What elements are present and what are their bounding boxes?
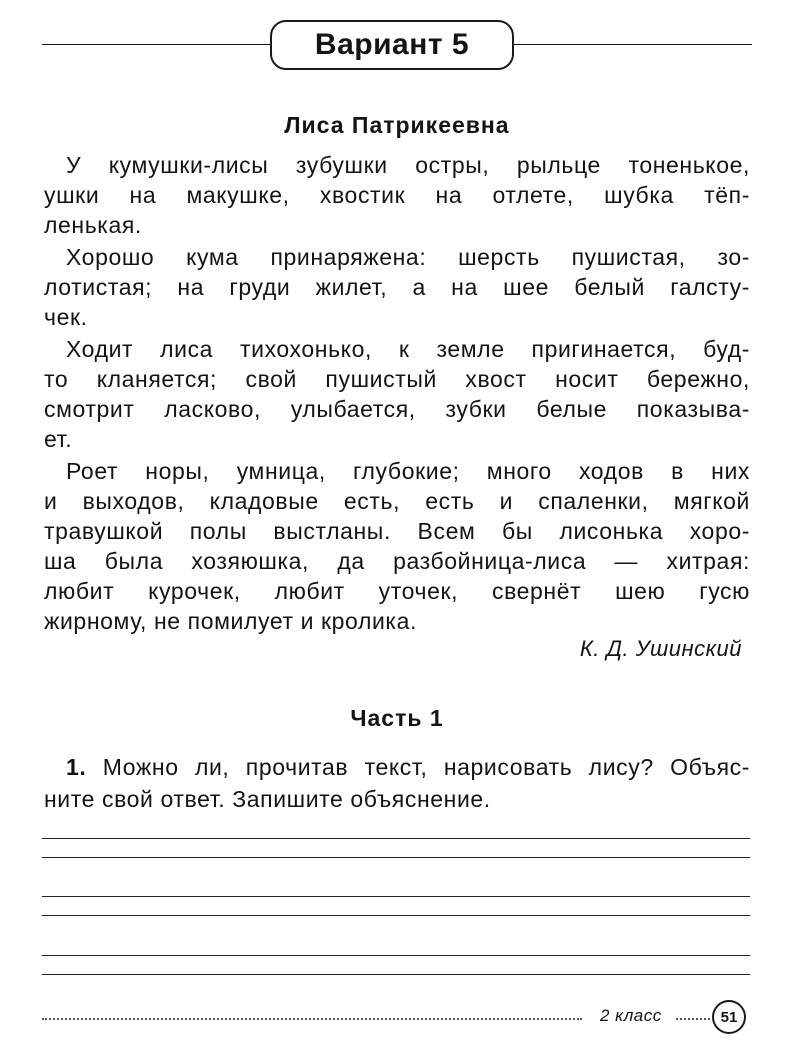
- story-line: жирному, не помилует и кролика.: [44, 608, 417, 634]
- story-line: травушкой полы выстланы. Всем бы лисонька хоро-: [44, 518, 750, 544]
- story-line: смотрит ласково, улыбается, зубки белые показыва-: [44, 396, 750, 422]
- story-line: ушки на макушке, хвостик на отлете, шубка тёп-: [44, 182, 750, 208]
- story-line: У кумушки-лисы зубушки остры, рыльце тоненькое,: [66, 152, 750, 178]
- story-line: Ходит лиса тихохонько, к земле пригинается, буд-: [66, 336, 750, 362]
- answer-line[interactable]: [42, 857, 750, 858]
- story-author: К. Д. Ушинский: [579, 636, 742, 661]
- question-number: 1.: [66, 754, 87, 780]
- story-line: ленькая.: [44, 212, 142, 238]
- story-line: Роет норы, умница, глубокие; много ходов в них: [66, 458, 750, 484]
- story-line: ет.: [44, 426, 73, 452]
- header-rule-left: [42, 44, 270, 45]
- part-title: Часть 1: [350, 705, 444, 731]
- answer-line[interactable]: [42, 955, 750, 956]
- footer-dotted-rule-right: [676, 1018, 710, 1020]
- footer-dotted-rule-left: [42, 1018, 582, 1020]
- question-text: Можно ли, прочитав текст, нарисовать лису? Объяс-: [102, 754, 750, 780]
- header-rule-right: [514, 44, 752, 45]
- page-number: 51: [712, 1000, 746, 1034]
- story-title: Лиса Патрикеевна: [284, 112, 510, 138]
- variant-heading: Вариант 5: [270, 20, 514, 70]
- story-line: то кланяется; свой пушистый хвост носит бережно,: [44, 366, 750, 392]
- story-line: чек.: [44, 304, 88, 330]
- story-line: любит курочек, любит уточек, свернёт шею гусю: [44, 578, 750, 604]
- story-line: и выходов, кладовые есть, есть и спаленки, мягкой: [44, 488, 750, 514]
- story-line: Хорошо кума принаряжена: шерсть пушистая, зо-: [66, 244, 750, 270]
- question-text-continued: ните свой ответ. Запишите объяснение.: [44, 786, 491, 812]
- story-line: ша была хозяюшка, да разбойница-лиса — хитрая:: [44, 548, 750, 574]
- answer-line[interactable]: [42, 838, 750, 839]
- question-line: [66, 752, 750, 782]
- story-line: лотистая; на груди жилет, а на шее белый галсту-: [44, 274, 750, 300]
- footer-class-label: 2 класс: [600, 1006, 662, 1025]
- answer-line[interactable]: [42, 915, 750, 916]
- answer-line[interactable]: [42, 896, 750, 897]
- answer-line[interactable]: [42, 974, 750, 975]
